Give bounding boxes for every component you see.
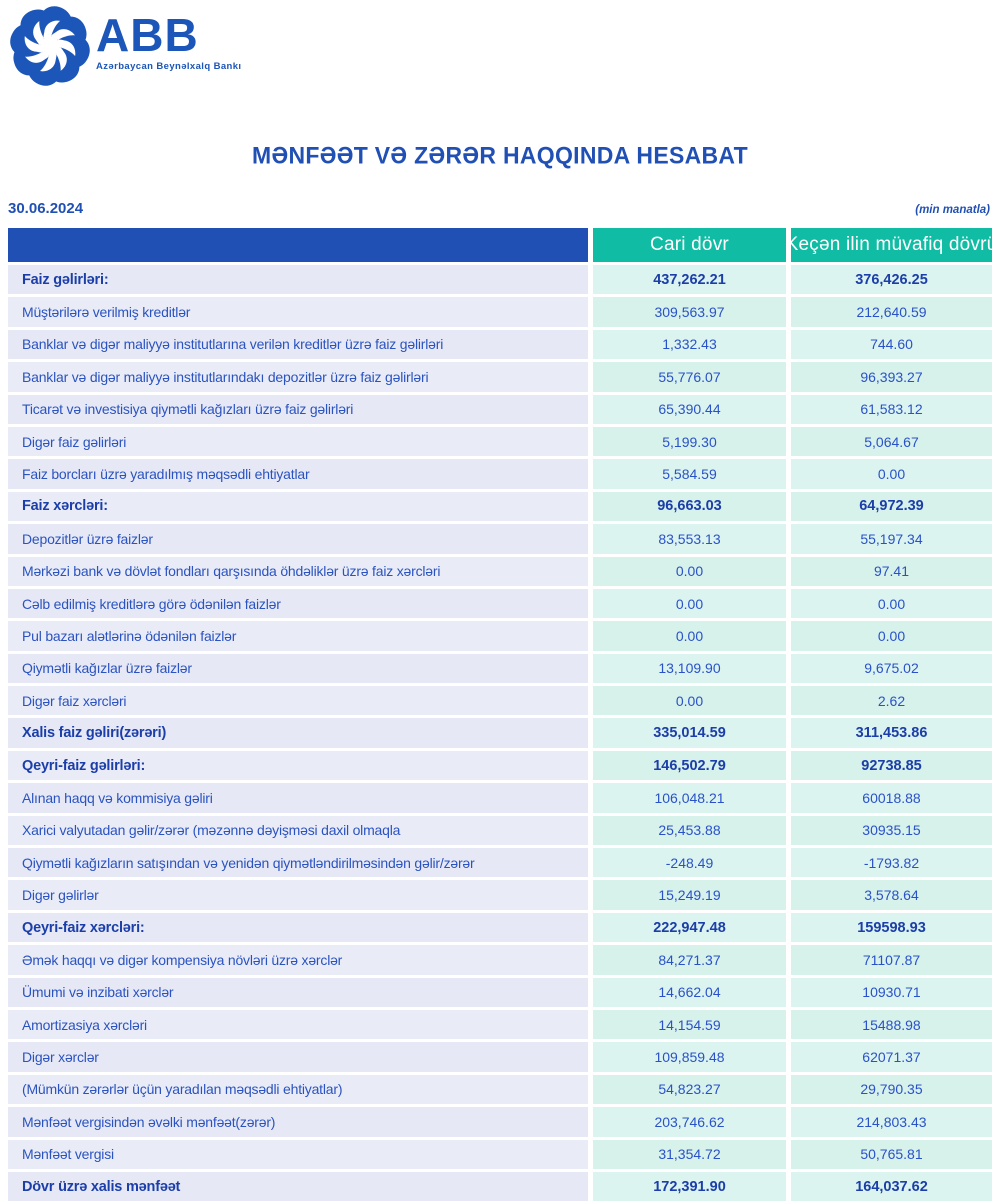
abb-logo (8, 6, 241, 86)
row-label: Digər xərclər (8, 1042, 588, 1071)
row-value-current: 222,947.48 (593, 913, 786, 942)
row-value-previous: -1793.82 (791, 848, 992, 877)
row-value-current: 14,154.59 (593, 1010, 786, 1039)
row-value-previous: 29,790.35 (791, 1075, 992, 1104)
row-value-current: 335,014.59 (593, 718, 786, 747)
row-label: Xarici valyutadan gəlir/zərər (məzənnə dəyişməsi daxil olmaqla (8, 816, 588, 845)
row-value-current: 31,354.72 (593, 1140, 786, 1169)
row-value-previous: 61,583.12 (791, 395, 992, 424)
row-label: (Mümkün zərərlər üçün yaradılan məqsədli ehtiyatlar) (8, 1075, 588, 1104)
row-value-previous: 15488.98 (791, 1010, 992, 1039)
row-value-previous: 0.00 (791, 459, 992, 488)
page-title: MƏNFƏƏT VƏ ZƏRƏR HAQQINDA HESABAT (252, 141, 748, 169)
row-label: Qeyri-faiz gəlirləri: (8, 751, 588, 780)
table-header-spacer (8, 228, 588, 262)
row-label: Əmək haqqı və digər kompensiya növləri üzrə xərclər (8, 945, 588, 974)
row-label: Digər gəlirlər (8, 880, 588, 909)
header (0, 0, 1000, 86)
row-value-current: 1,332.43 (593, 330, 786, 359)
pnl-table (8, 228, 998, 1201)
row-value-current: 0.00 (593, 686, 786, 715)
row-label: Faiz borcları üzrə yaradılmış məqsədli ehtiyatlar (8, 459, 588, 488)
row-value-current: 203,746.62 (593, 1107, 786, 1136)
row-label: Cəlb edilmiş kreditlərə görə ödənilən faizlər (8, 589, 588, 618)
row-value-previous: 0.00 (791, 589, 992, 618)
row-value-current: 15,249.19 (593, 880, 786, 909)
abb-pinwheel-icon (8, 6, 92, 86)
row-value-current: 146,502.79 (593, 751, 786, 780)
logo-wordmark: ABB (96, 9, 199, 61)
row-value-current: -248.49 (593, 848, 786, 877)
row-label: Depozitlər üzrə faizlər (8, 524, 588, 553)
row-label: Qiymətli kağızların satışından və yenidən qiymətləndirilməsindən gəlir/zərər (8, 848, 588, 877)
meta-row (0, 200, 1000, 217)
row-label: Faiz xərcləri: (8, 492, 588, 521)
row-value-previous: 164,037.62 (791, 1172, 992, 1201)
row-value-current: 172,391.90 (593, 1172, 786, 1201)
row-value-previous: 744.60 (791, 330, 992, 359)
row-label: Amortizasiya xərcləri (8, 1010, 588, 1039)
row-value-current: 13,109.90 (593, 654, 786, 683)
row-label: Banklar və digər maliyyə institutlarındakı depozitlər üzrə faiz gəlirləri (8, 362, 588, 391)
row-value-previous: 30935.15 (791, 816, 992, 845)
row-value-current: 0.00 (593, 557, 786, 586)
report-date: 30.06.2024 (8, 200, 84, 217)
logo-tagline: Azərbaycan Beynəlxalq Bankı (96, 61, 242, 72)
row-label: Dövr üzrə xalis mənfəət (8, 1172, 588, 1201)
row-label: Ticarət və investisiya qiymətli kağızları üzrə faiz gəlirləri (8, 395, 588, 424)
row-value-previous: 97.41 (791, 557, 992, 586)
row-value-current: 65,390.44 (593, 395, 786, 424)
row-label: Digər faiz gəlirləri (8, 427, 588, 456)
column-header-current: Cari dövr (593, 228, 786, 262)
row-value-previous: 159598.93 (791, 913, 992, 942)
row-value-current: 0.00 (593, 621, 786, 650)
row-value-previous: 50,765.81 (791, 1140, 992, 1169)
row-label: Digər faiz xərcləri (8, 686, 588, 715)
row-label: Qeyri-faiz xərcləri: (8, 913, 588, 942)
row-value-previous: 311,453.86 (791, 718, 992, 747)
row-value-previous: 10930.71 (791, 978, 992, 1007)
row-value-current: 5,584.59 (593, 459, 786, 488)
row-label: Müştərilərə verilmiş kreditlər (8, 297, 588, 326)
row-value-previous: 60018.88 (791, 783, 992, 812)
row-value-previous: 5,064.67 (791, 427, 992, 456)
row-label: Mənfəət vergisindən əvəlki mənfəət(zərər) (8, 1107, 588, 1136)
row-value-previous: 376,426.25 (791, 265, 992, 294)
row-value-current: 437,262.21 (593, 265, 786, 294)
row-value-current: 96,663.03 (593, 492, 786, 521)
row-value-previous: 2.62 (791, 686, 992, 715)
row-label: Banklar və digər maliyyə institutlarına verilən kreditlər üzrə faiz gəlirləri (8, 330, 588, 359)
row-label: Qiymətli kağızlar üzrə faizlər (8, 654, 588, 683)
row-value-previous: 96,393.27 (791, 362, 992, 391)
row-label: Faiz gəlirləri: (8, 265, 588, 294)
column-header-previous: Keçən ilin müvafiq dövrü (791, 228, 992, 262)
row-value-current: 25,453.88 (593, 816, 786, 845)
row-label: Mənfəət vergisi (8, 1140, 588, 1169)
row-value-previous: 92738.85 (791, 751, 992, 780)
row-value-previous: 64,972.39 (791, 492, 992, 521)
row-value-current: 5,199.30 (593, 427, 786, 456)
row-value-previous: 9,675.02 (791, 654, 992, 683)
row-label: Alınan haqq və kommisiya gəliri (8, 783, 588, 812)
row-value-current: 106,048.21 (593, 783, 786, 812)
row-value-previous: 3,578.64 (791, 880, 992, 909)
row-value-current: 55,776.07 (593, 362, 786, 391)
row-label: Ümumi və inzibati xərclər (8, 978, 588, 1007)
row-value-previous: 0.00 (791, 621, 992, 650)
row-value-previous: 212,640.59 (791, 297, 992, 326)
row-label: Mərkəzi bank və dövlət fondları qarşısında öhdəliklər üzrə faiz xərcləri (8, 557, 588, 586)
row-value-previous: 71107.87 (791, 945, 992, 974)
row-label: Xalis faiz gəliri(zərəri) (8, 718, 588, 747)
row-value-current: 309,563.97 (593, 297, 786, 326)
row-value-current: 84,271.37 (593, 945, 786, 974)
row-label: Pul bazarı alətlərinə ödənilən faizlər (8, 621, 588, 650)
row-value-current: 109,859.48 (593, 1042, 786, 1071)
row-value-previous: 55,197.34 (791, 524, 992, 553)
unit-note: (min manatla) (915, 204, 990, 216)
row-value-previous: 214,803.43 (791, 1107, 992, 1136)
row-value-current: 14,662.04 (593, 978, 786, 1007)
row-value-previous: 62071.37 (791, 1042, 992, 1071)
row-value-current: 54,823.27 (593, 1075, 786, 1104)
row-value-current: 83,553.13 (593, 524, 786, 553)
row-value-current: 0.00 (593, 589, 786, 618)
